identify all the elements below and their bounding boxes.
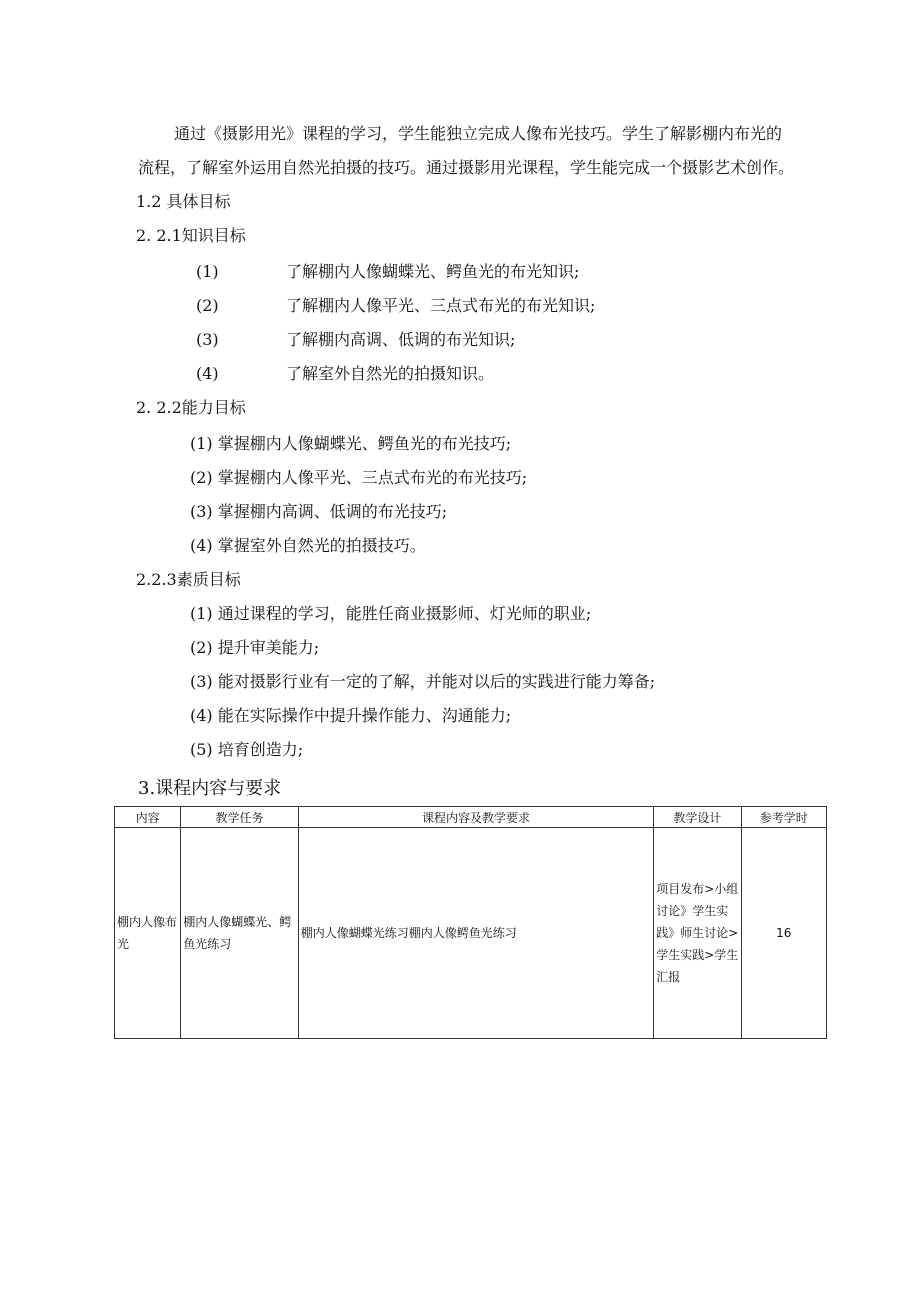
header-requirement: 课程内容及教学要求 bbox=[298, 807, 653, 828]
course-table bbox=[114, 806, 827, 1039]
header-content: 内容 bbox=[115, 807, 181, 828]
header-task: 教学任务 bbox=[181, 807, 298, 828]
cell-design: 项目发布>小组讨论》学生实践》师生讨论>学生实践>学生汇报 bbox=[654, 828, 741, 1039]
knowledge-item-text: 了解棚内高调、低调的布光知识; bbox=[286, 330, 516, 349]
ability-item: (1) 掌握棚内人像蝴蝶光、鳄鱼光的布光技巧; bbox=[190, 434, 512, 453]
knowledge-item-number: (2) bbox=[196, 296, 219, 315]
ability-item: (3) 掌握棚内高调、低调的布光技巧; bbox=[190, 502, 448, 521]
knowledge-item-text: 了解棚内人像蝴蝶光、鳄鱼光的布光知识; bbox=[286, 262, 580, 281]
table-header-row bbox=[115, 807, 827, 828]
header-design: 教学设计 bbox=[654, 807, 741, 828]
heading-2-2-2: 2. 2.2能力目标 bbox=[136, 398, 246, 417]
knowledge-item-text: 了解室外自然光的拍摄知识。 bbox=[286, 364, 495, 383]
heading-3: 3.课程内容与要求 bbox=[138, 778, 282, 799]
cell-task: 棚内人像蝴蝶光、鳄鱼光练习 bbox=[181, 828, 298, 1039]
ability-item: (2) 掌握棚内人像平光、三点式布光的布光技巧; bbox=[190, 468, 528, 487]
ability-item: (4) 掌握室外自然光的拍摄技巧。 bbox=[190, 536, 426, 555]
quality-item: (5) 培育创造力; bbox=[190, 740, 304, 759]
cell-requirement: 棚内人像蝴蝶光练习棚内人像鳄鱼光练习 bbox=[298, 828, 653, 1039]
intro-line-2: 流程，了解室外运用自然光拍摄的技巧。通过摄影用光课程，学生能完成一个摄影艺术创作。 bbox=[138, 158, 795, 177]
intro-line-1: 通过《摄影用光》课程的学习，学生能独立完成人像布光技巧。学生了解影棚内布光的 bbox=[174, 124, 783, 143]
knowledge-item-number: (4) bbox=[196, 364, 219, 383]
cell-hours: 16 bbox=[741, 828, 826, 1039]
quality-item: (2) 提升审美能力; bbox=[190, 638, 320, 657]
cell-content: 棚内人像布光 bbox=[115, 828, 181, 1039]
knowledge-item-number: (1) bbox=[196, 262, 219, 281]
knowledge-item-number: (3) bbox=[196, 330, 219, 349]
quality-item: (4) 能在实际操作中提升操作能力、沟通能力; bbox=[190, 706, 512, 725]
knowledge-item-text: 了解棚内人像平光、三点式布光的布光知识; bbox=[286, 296, 596, 315]
table-row bbox=[115, 828, 827, 1039]
quality-item: (3) 能对摄影行业有一定的了解，并能对以后的实践进行能力筹备; bbox=[190, 672, 656, 691]
quality-item: (1) 通过课程的学习，能胜任商业摄影师、灯光师的职业; bbox=[190, 604, 592, 623]
heading-2-2-3: 2.2.3素质目标 bbox=[136, 570, 241, 589]
header-hours: 参考学时 bbox=[741, 807, 826, 828]
heading-1-2: 1.2 具体目标 bbox=[136, 192, 231, 211]
heading-2-2-1: 2. 2.1知识目标 bbox=[136, 226, 246, 245]
